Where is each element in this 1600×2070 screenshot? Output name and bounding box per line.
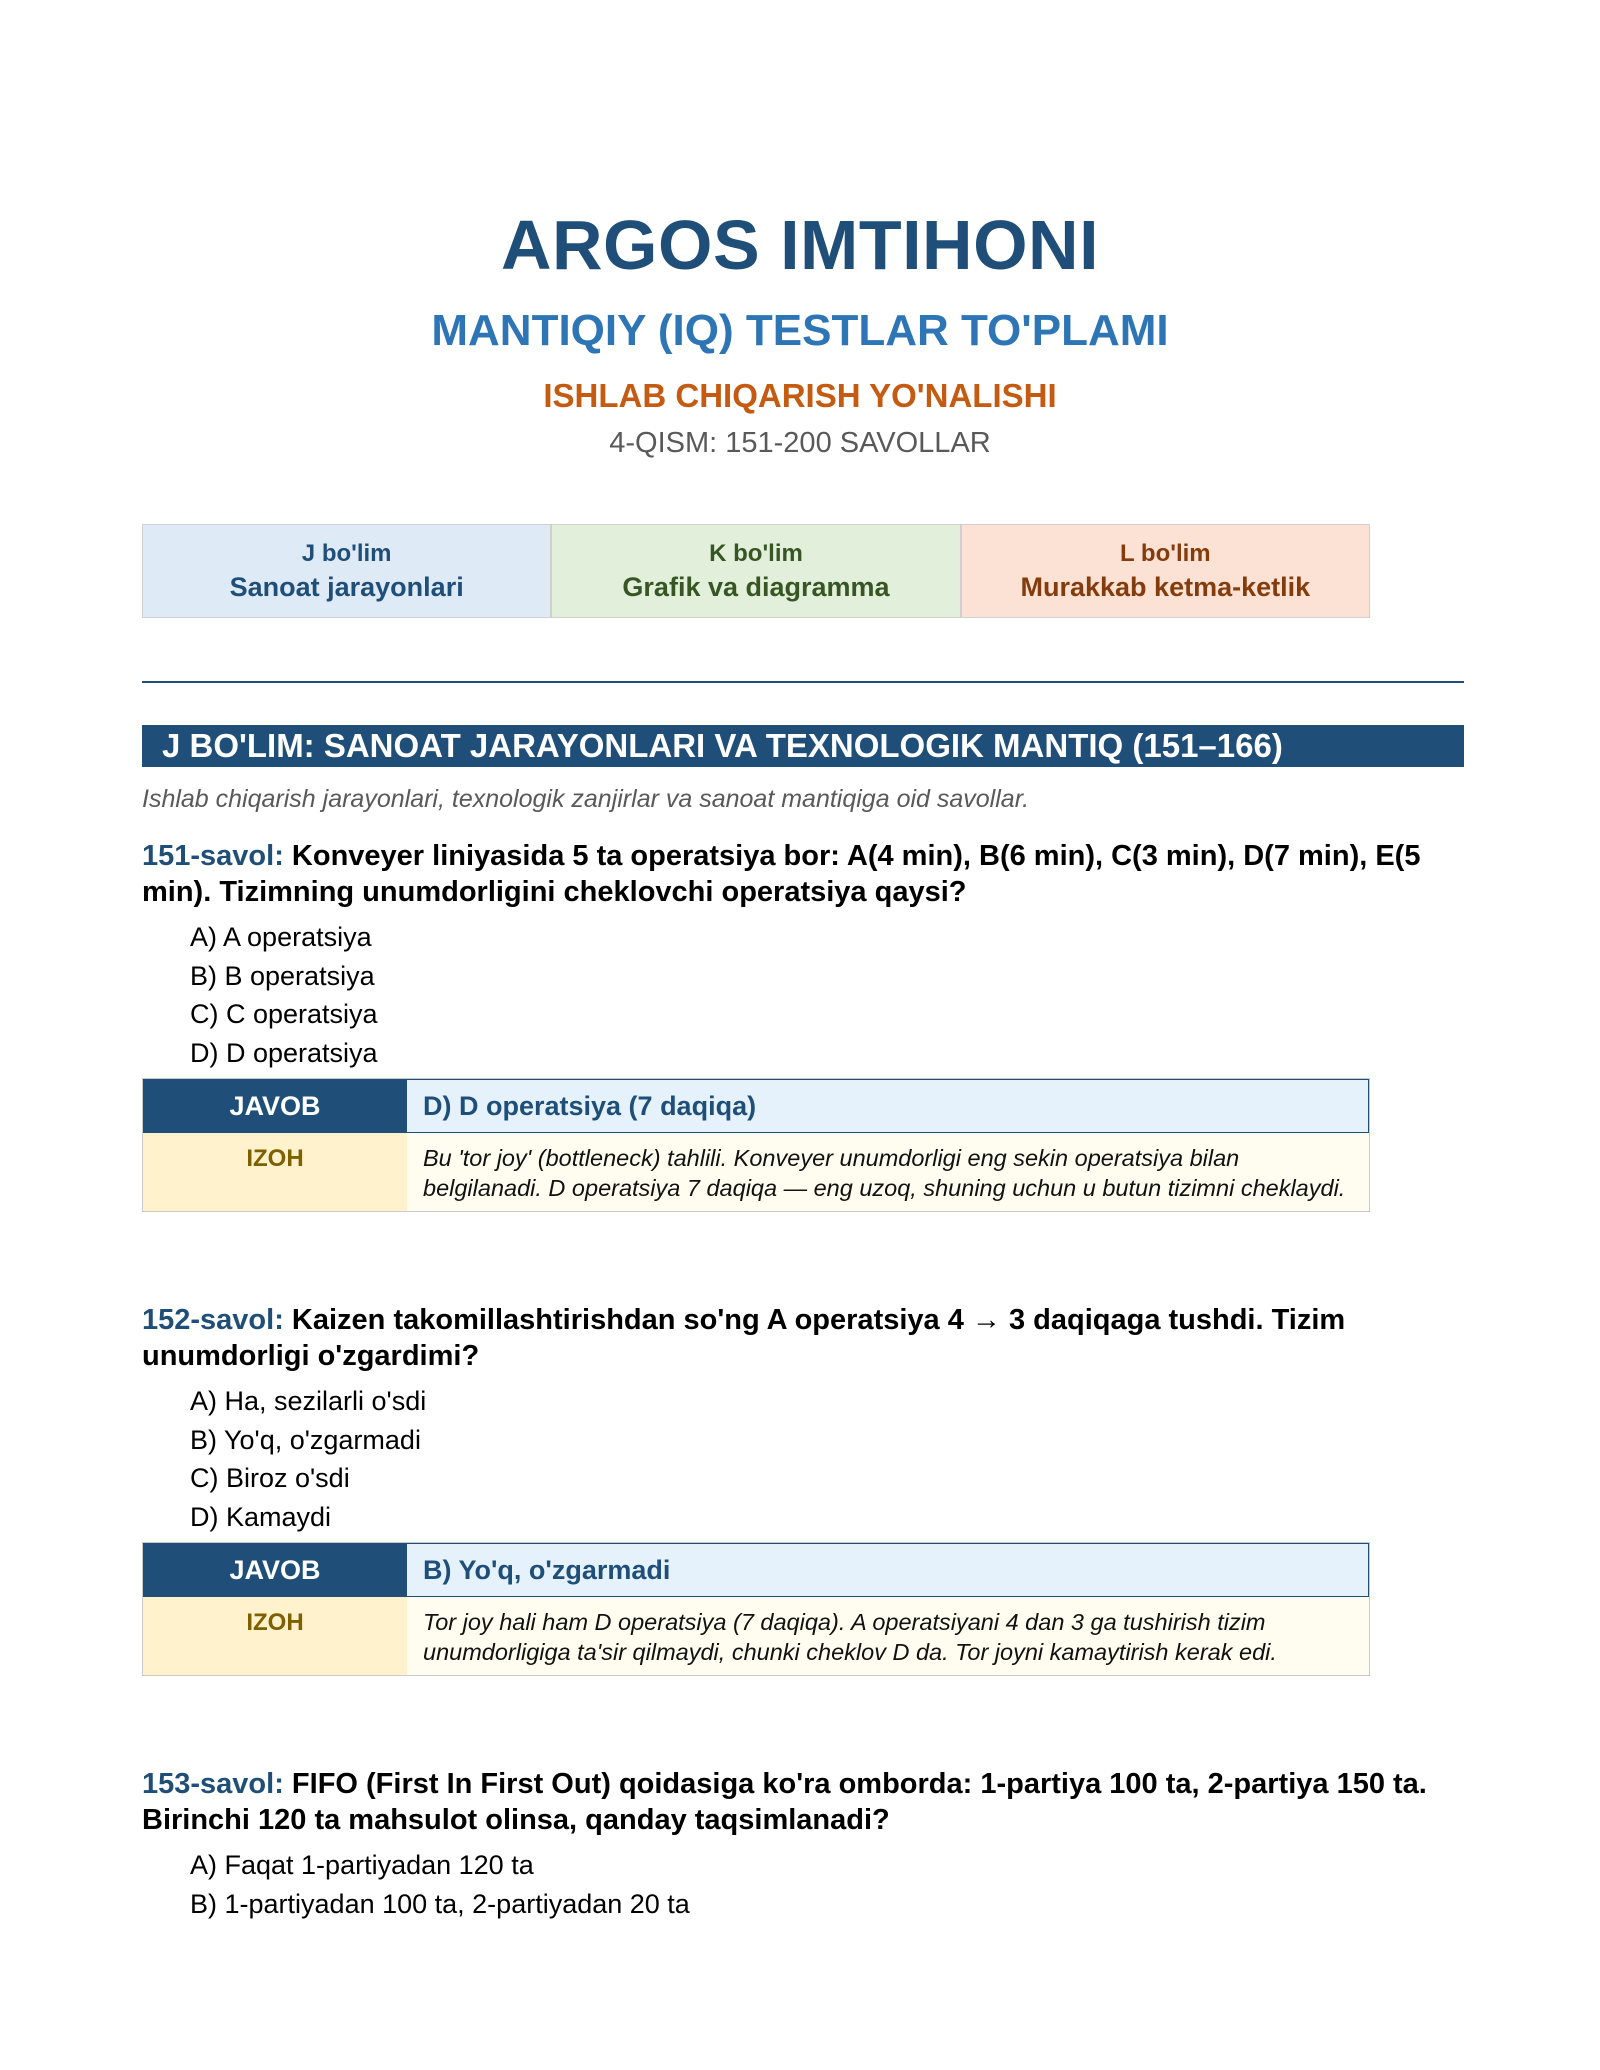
option-item: C) Biroz o'sdi [190,1463,350,1493]
answer-label: JAVOB [143,1079,407,1133]
document-title: ARGOS IMTIHONI [500,206,1100,284]
option-item: A) Faqat 1-partiyadan 120 ta [190,1850,534,1880]
options-list [190,1846,1464,1923]
section-key: K bo'lim [709,539,803,567]
question-heading [142,1766,1464,1838]
question-block [142,1766,1464,1923]
question-number: 152-savol: [142,1304,284,1336]
option-item: B) Yo'q, o'zgarmadi [190,1424,421,1455]
options-list [190,918,1464,1072]
option-item: D) Kamaydi [190,1501,332,1532]
option-item: D) D operatsiya [190,1037,378,1068]
section-cell-j [142,524,551,618]
section-cell-k [551,524,960,618]
question-number: 151-savol: [142,840,284,872]
question-heading [142,1302,1464,1374]
section-name: Sanoat jarayonlari [229,571,464,602]
direction-heading: ISHLAB CHIQARISH YO'NALISHI [543,377,1057,414]
answer-value: B) Yo'q, o'zgarmadi [407,1543,1369,1597]
answer-table [142,1078,1370,1212]
question-number: 153-savol: [142,1768,284,1800]
section-name: Grafik va diagramma [622,571,890,602]
option-item: B) B operatsiya [190,960,375,991]
answer-value: D) D operatsiya (7 daqiqa) [407,1079,1369,1133]
option-item: A) Ha, sezilarli o'sdi [190,1386,427,1416]
section-banner: J BO'LIM: SANOAT JARAYONLARI VA TEXNOLOGIK MANTIQ (151–166) [142,725,1464,767]
answer-table [142,1542,1370,1676]
explanation-row [143,1597,1369,1675]
explanation-row [143,1133,1369,1211]
explanation-text: Bu 'tor joy' (bottleneck) tahlili. Konveyer unumdorligi eng sekin operatsiya bilan belgilanadi. D operatsiya 7 daqiqa — eng uzoq, shuning uchun u butun tizimni cheklaydi. [407,1133,1369,1211]
section-description: Ishlab chiqarish jarayonlari, texnologik zanjirlar va sanoat mantiqiga oid savollar. [142,785,1030,813]
answer-row [143,1079,1369,1133]
option-item: A) A operatsiya [190,922,372,952]
options-list [190,1382,1464,1536]
answer-row [143,1543,1369,1597]
section-cell-l [961,524,1370,618]
question-text: FIFO (First In First Out) qoidasiga ko'ra omborda: 1-partiya 100 ta, 2-partiya 150 ta. Birinchi 120 ta mahsulot olinsa, qanday taqsimlanadi? [142,1768,1427,1836]
question-heading [142,838,1464,910]
option-item: B) 1-partiyadan 100 ta, 2-partiyadan 20 ta [190,1888,690,1919]
explanation-label: IZOH [143,1133,407,1211]
section-key: L bo'lim [1120,539,1211,567]
document-subtitle: MANTIQIY (IQ) TESTLAR TO'PLAMI [431,306,1169,355]
answer-label: JAVOB [143,1543,407,1597]
section-name: Murakkab ketma-ketlik [1020,571,1311,602]
explanation-label: IZOH [143,1597,407,1675]
part-heading: 4-QISM: 151-200 SAVOLLAR [609,427,991,459]
section-key: J bo'lim [301,539,392,567]
question-block [142,1302,1464,1676]
explanation-text: Tor joy hali ham D operatsiya (7 daqiqa). A operatsiyani 4 dan 3 ga tushirish tizim unumdorligiga ta'sir qilmaydi, chunki cheklov D da. Tor joyni kamaytirish kerak edi. [407,1597,1369,1675]
question-text: Konveyer liniyasida 5 ta operatsiya bor: A(4 min), B(6 min), C(3 min), D(7 min), E(5 min). Tizimning unumdorligini cheklovchi operatsiya qaysi? [142,840,1421,908]
option-item: C) C operatsiya [190,999,378,1029]
question-block [142,838,1464,1212]
horizontal-divider [142,681,1464,683]
question-text: Kaizen takomillashtirishdan so'ng A operatsiya 4 → 3 daqiqaga tushdi. Tizim unumdorligi o'zgardimi? [142,1304,1346,1372]
sections-table [142,524,1370,618]
